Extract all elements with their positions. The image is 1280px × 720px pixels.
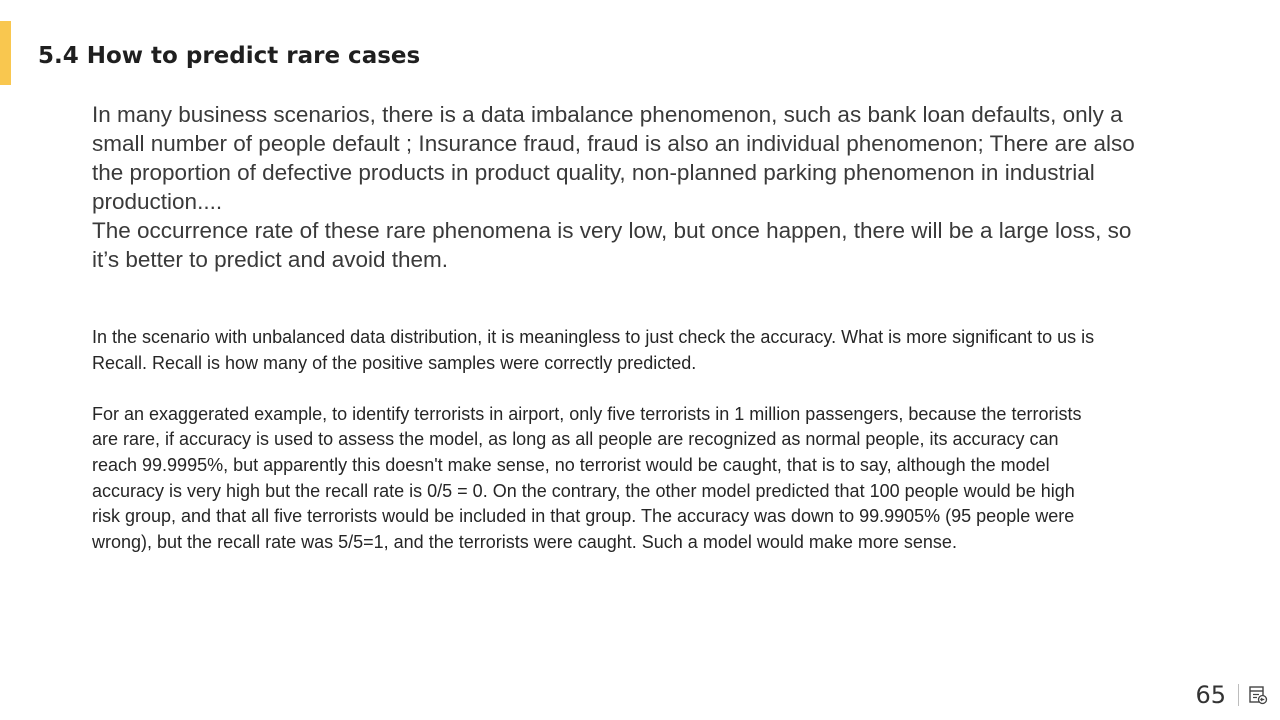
paragraph-spacer xyxy=(92,376,1102,402)
detail-text-block xyxy=(92,325,1102,555)
detail-paragraph: For an exaggerated example, to identify terrorists in airport, only five terrorists in 1 million passengers, because the terrorists are rare, if accuracy is used to assess the model, as long as all people are recognized as normal people, its accuracy can reach 99.9995%, but apparently this doesn't make sense, no terrorist would be caught, that is to say, although the model accuracy is very high but the recall rate is 0/5 = 0. On the contrary, the other model predicted that 100 people would be high risk group, and that all five terrorists would be included in that group. The accuracy was down to 99.9905% (95 people were wrong), but the recall rate was 5/5=1, and the terrorists were caught. Such a model would make more sense. xyxy=(92,403,1082,552)
intro-paragraph: In many business scenarios, there is a data imbalance phenomenon, such as bank loan defaults, only a small number of people default ; Insurance fraud, fraud is also an individual phenomenon; There are also the proportion of defective products in product quality, non-planned parking phenomenon in industrial production.... xyxy=(92,102,1135,214)
notes-icon[interactable] xyxy=(1248,685,1268,705)
page-number: 65 xyxy=(1195,681,1226,709)
slide-title: 5.4 How to predict rare cases xyxy=(38,43,421,69)
intro-text-block xyxy=(92,100,1152,274)
slide-footer xyxy=(1195,680,1268,710)
footer-divider xyxy=(1238,684,1239,706)
title-accent-bar xyxy=(0,21,11,85)
intro-paragraph: The occurrence rate of these rare phenomena is very low, but once happen, there will be a large loss, so it’s better to predict and avoid them. xyxy=(92,218,1132,272)
detail-paragraph: In the scenario with unbalanced data distribution, it is meaningless to just check the accuracy. What is more significant to us is Recall. Recall is how many of the positive samples were correctly predicted. xyxy=(92,327,1095,373)
